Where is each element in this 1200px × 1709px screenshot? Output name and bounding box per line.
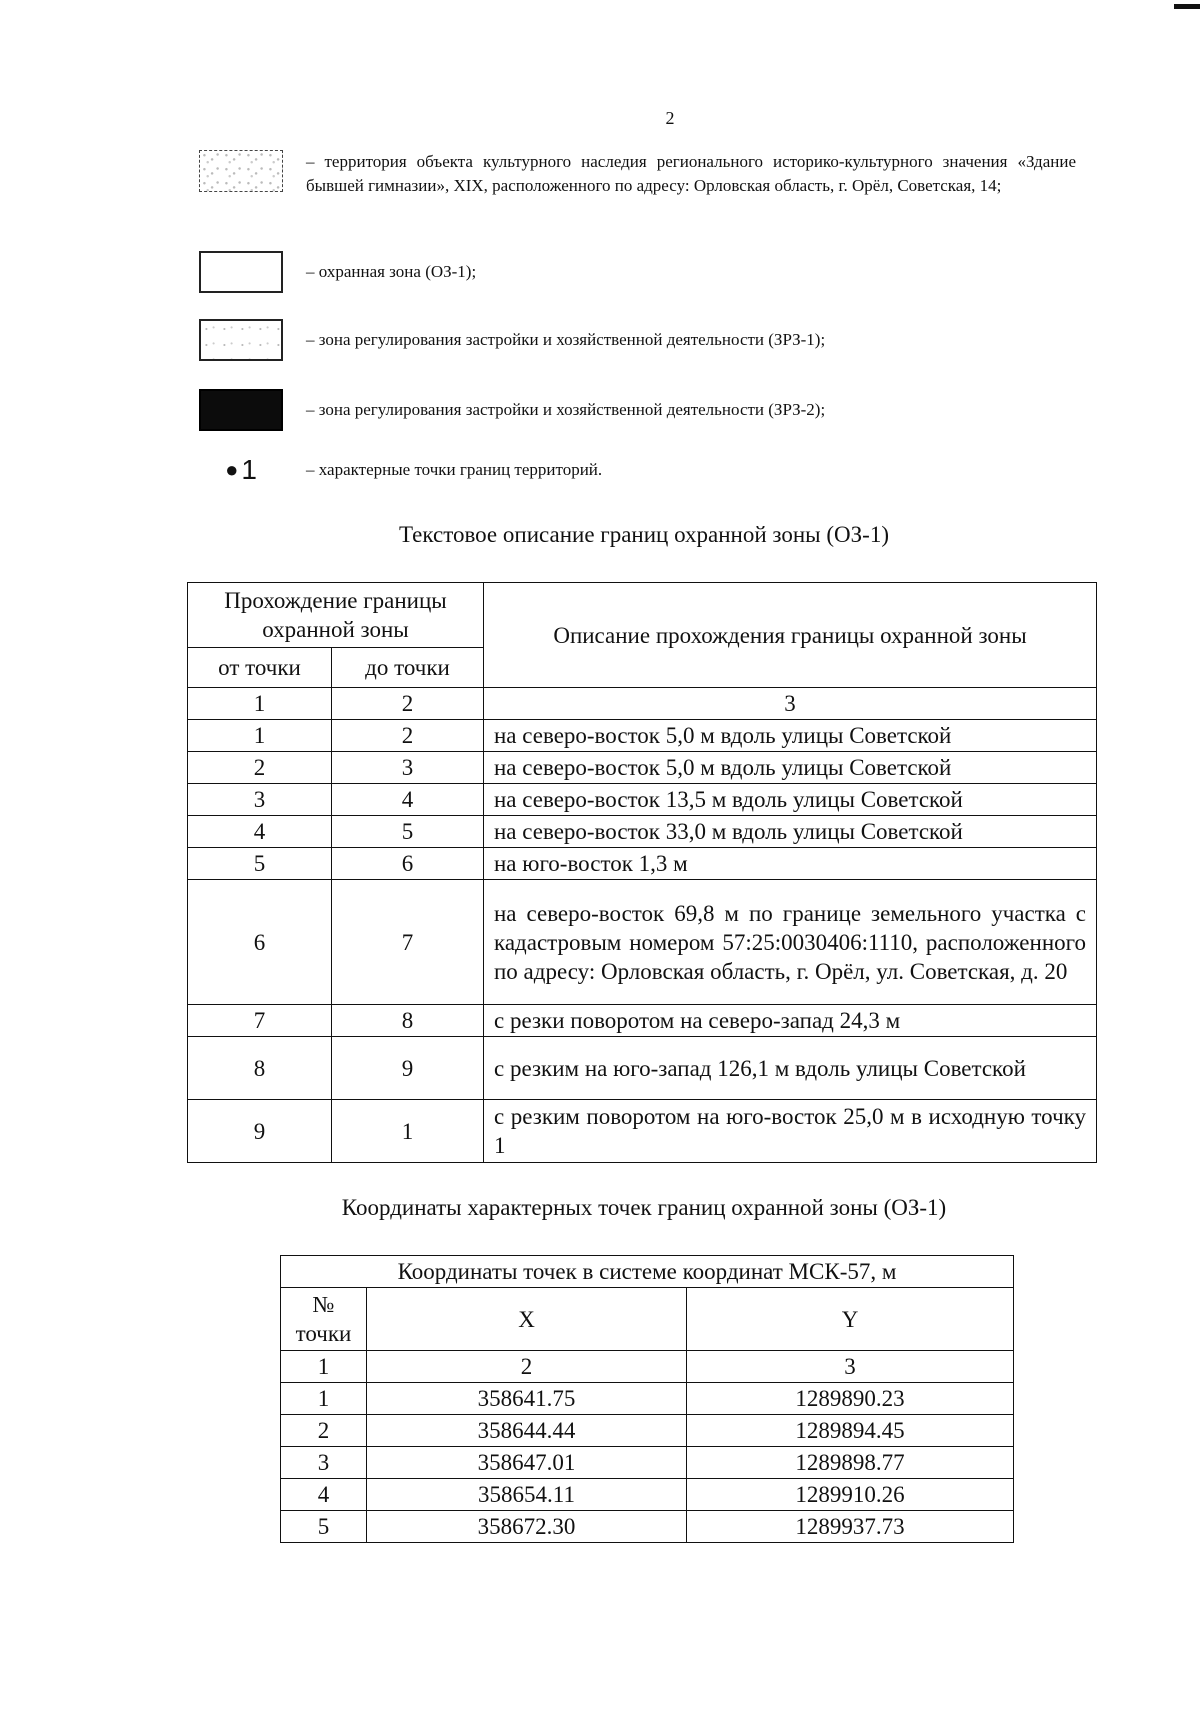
legend-text: – зона регулирования застройки и хозяйственной деятельности (ЗРЗ-1); [306,330,826,349]
table-cell: 5 [332,816,484,848]
table-row [188,848,1097,880]
page-number: 2 [665,108,675,128]
point-marker-label: 1 [241,454,257,485]
header-y-cell: Y [687,1288,1014,1351]
table-cell: 3 [687,1351,1014,1383]
table-cell: на северо-восток 69,8 м по границе земельного участка с кадастровым номером 57:25:0030406:1110, расположенного по адресу: Орловская область, г. Орёл, ул. Советская, д. 20 [484,880,1097,1005]
table-row [188,784,1097,816]
table-row [281,1511,1014,1543]
table-cell: на северо-восток 13,5 м вдоль улицы Советской [484,784,1097,816]
table-cell: 9 [188,1100,332,1163]
legend-item-territory [199,150,1076,198]
table-header-row [188,583,1097,648]
table-cell: с резким поворотом на юго-восток 25,0 м в исходную точку 1 [484,1100,1097,1163]
table-row [188,752,1097,784]
table-cell: 358672.30 [367,1511,687,1543]
table-cell: 5 [281,1511,367,1543]
oz1-outline-swatch [199,251,283,293]
header-num-cell: № точки [281,1288,367,1351]
table-cell: 1 [281,1351,367,1383]
table-cell: 358654.11 [367,1479,687,1511]
zrz2-black-swatch [199,389,283,431]
point-marker-icon [199,449,283,491]
legend-item-zrz1 [199,319,1076,361]
header-to-cell: до точки [332,648,484,688]
table-row [188,1100,1097,1163]
table-cell: 2 [188,752,332,784]
table-cell: 1 [188,688,332,720]
table-cell: 4 [188,816,332,848]
table-cell: с резким на юго-запад 126,1 м вдоль улицы Советской [484,1037,1097,1100]
table-cell: 3 [188,784,332,816]
table-cell: 7 [188,1005,332,1037]
table-cell: 1 [188,720,332,752]
header-group-cell: Прохождение границы охранной зоны [188,583,484,648]
table-row [188,880,1097,1005]
table-row [188,1037,1097,1100]
legend-text: – характерные точки границ территорий. [306,460,603,479]
table-cell: 9 [332,1037,484,1100]
territory-hatch-swatch [199,150,283,192]
table-header-row [281,1256,1014,1288]
table-cell: на северо-восток 5,0 м вдоль улицы Советской [484,720,1097,752]
table-cell: 2 [281,1415,367,1447]
table-cell: 358647.01 [367,1447,687,1479]
legend-text: – охранная зона (ОЗ-1); [306,262,477,281]
table-cell: 8 [332,1005,484,1037]
table-cell: 2 [367,1351,687,1383]
table-header-row [281,1288,1014,1351]
coords-table-title: Координаты характерных точек границ охранной зоны (ОЗ-1) [341,1195,947,1220]
coordinates-table [280,1255,1014,1543]
table-cell: 5 [188,848,332,880]
table-cell: 1289910.26 [687,1479,1014,1511]
table-cell: на юго-восток 1,3 м [484,848,1097,880]
table-row [188,720,1097,752]
table-cell: 1289890.23 [687,1383,1014,1415]
dot-icon: ● [225,457,239,482]
table-row [281,1383,1014,1415]
legend-text: – зона регулирования застройки и хозяйственной деятельности (ЗРЗ-2); [306,400,826,419]
table-numbering-row [281,1351,1014,1383]
header-description-cell: Описание прохождения границы охранной зоны [484,583,1097,688]
table-row [188,1005,1097,1037]
table-cell: 4 [332,784,484,816]
header-from-cell: от точки [188,648,332,688]
legend-item-oz1 [199,251,1076,293]
legend-text: – территория объекта культурного наследия регионального историко-культурного значения «Здание бывшей гимназии», XIX, расположенного по адресу: Орловская область, г. Орёл, Советская, 14; [306,152,1076,195]
table-cell: 6 [188,880,332,1005]
table-cell: 8 [188,1037,332,1100]
table-row [281,1479,1014,1511]
table-cell: 1289937.73 [687,1511,1014,1543]
table-cell: 1289894.45 [687,1415,1014,1447]
table-cell: 1 [332,1100,484,1163]
table-cell: 6 [332,848,484,880]
table-cell: 1 [281,1383,367,1415]
boundary-description-table [187,582,1097,1163]
table-cell: на северо-восток 33,0 м вдоль улицы Советской [484,816,1097,848]
legend-item-zrz2 [199,389,1076,431]
header-system-cell: Координаты точек в системе координат МСК-57, м [281,1256,1014,1288]
table-cell: 358641.75 [367,1383,687,1415]
corner-scan-mark [1174,4,1200,9]
table-cell: 4 [281,1479,367,1511]
table-cell: 2 [332,688,484,720]
table-cell: 7 [332,880,484,1005]
table-cell: 1289898.77 [687,1447,1014,1479]
legend-item-points [199,449,1076,491]
table-cell: 3 [484,688,1097,720]
table-cell: 3 [332,752,484,784]
zrz1-dotted-swatch [199,319,283,361]
table-cell: 358644.44 [367,1415,687,1447]
table-cell: с резки поворотом на северо-запад 24,3 м [484,1005,1097,1037]
table-cell: 2 [332,720,484,752]
header-x-cell: X [367,1288,687,1351]
table-cell: 3 [281,1447,367,1479]
table-row [281,1447,1014,1479]
table-numbering-row [188,688,1097,720]
table-cell: на северо-восток 5,0 м вдоль улицы Советской [484,752,1097,784]
table-row [188,816,1097,848]
table-row [281,1415,1014,1447]
boundary-table-title: Текстовое описание границ охранной зоны (ОЗ-1) [399,522,889,547]
